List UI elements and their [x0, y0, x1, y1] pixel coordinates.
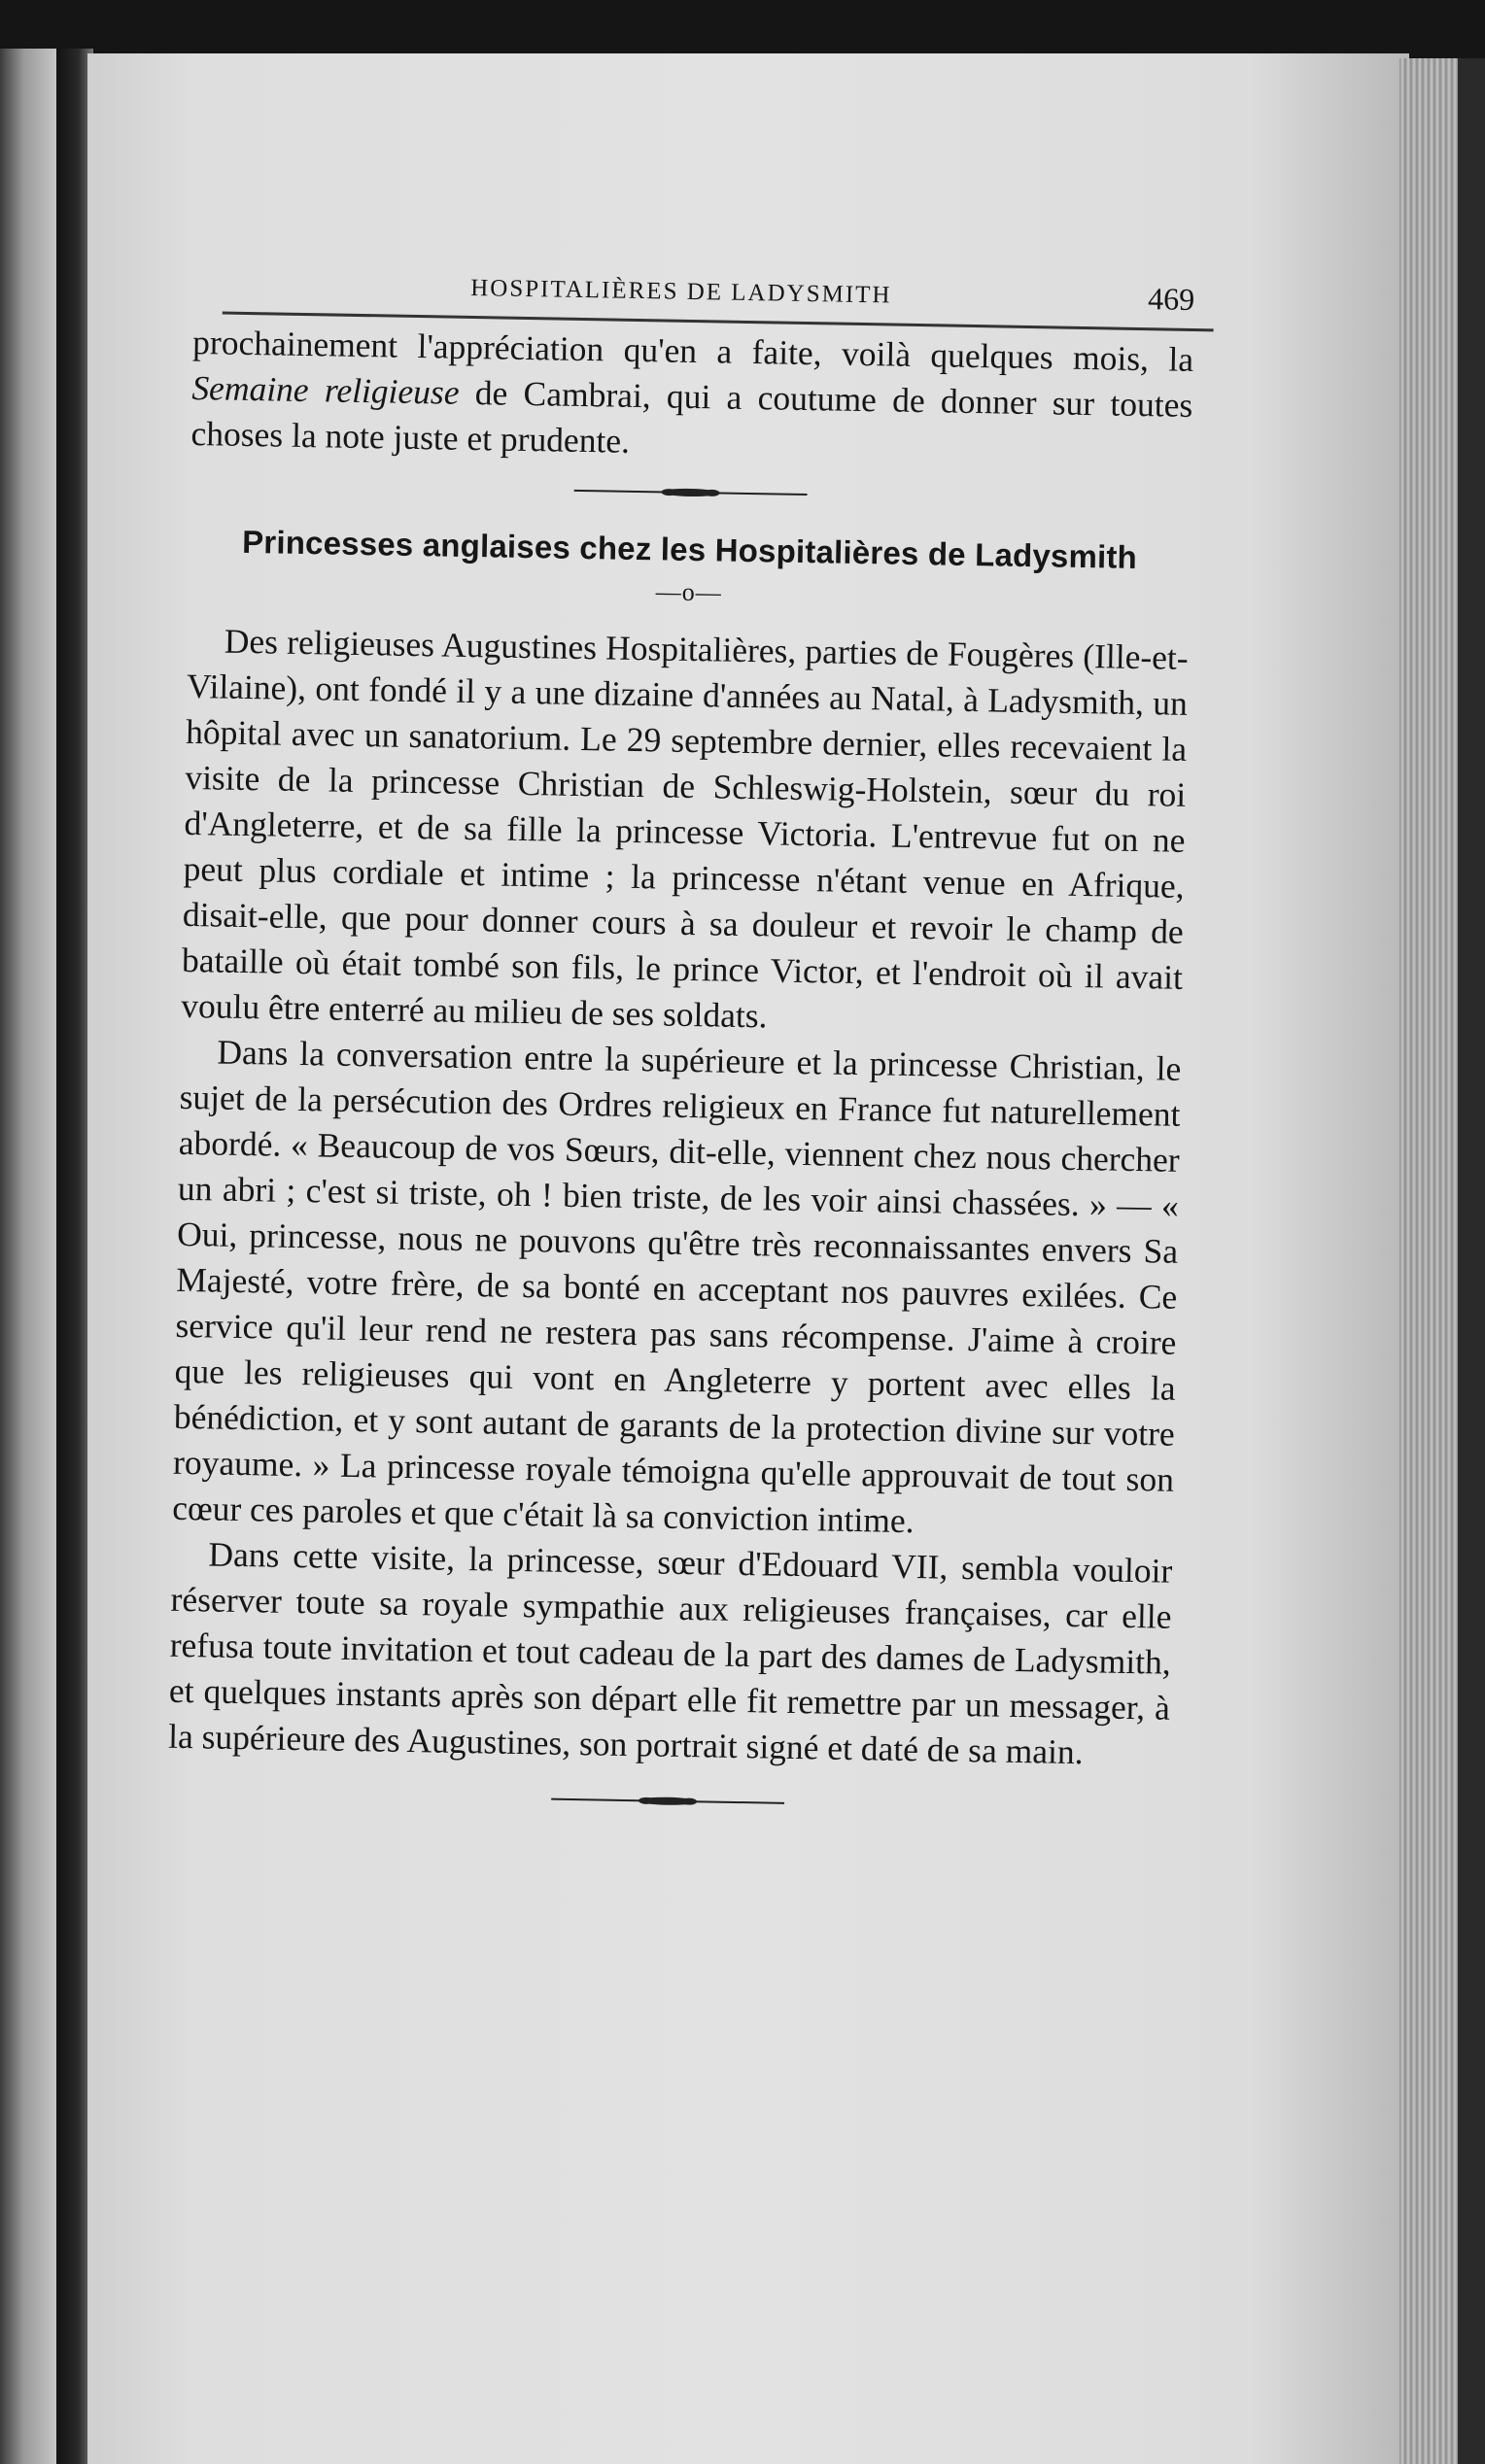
- page-text-block: [167, 243, 1195, 1828]
- intro-paragraph: [190, 320, 1193, 474]
- body-paragraphs: [168, 618, 1189, 1777]
- scan-right-border: [1458, 58, 1485, 2464]
- section-divider: —o—: [655, 577, 723, 607]
- paragraph-conversation: Dans la conversation entre la supérieure et la princesse Christian, le sujet de la persécution des Ordres religieux en France fut naturellement abordé. « Beaucoup de vos Sœurs, dit-elle, viennent chez nous chercher un abri ; c'est si triste, oh ! bien triste, de les voir ainsi chassées. » — « Oui, princesse, nous ne pouvons qu'être très reconnaissantes envers Sa Majesté, votre frère, de sa bonté en acceptant nos pauvres exilées. Ce service qu'il leur rend ne restera pas sans récompense. J'aime à croire que les religieuses qui vont en Angleterre y portent avec elles la bénédiction, et y sont autant de garants de la protection divine sur votre royaume. » La princesse royale témoigna qu'elle approuvait de tout son cœur ces paroles et que c'était là sa conviction intime.: [171, 1032, 1182, 1541]
- intro-text-end: de Cambrai, qui a coutume de donner sur toutes choses la note juste et prudente.: [190, 373, 1193, 461]
- intro-text-start: prochainement l'appréciation qu'en a faite, voilà quelques mois, la: [191, 322, 1194, 379]
- ornament-rule-icon: [573, 481, 807, 504]
- running-title: HOSPITALIÈRES DE LADYSMITH: [469, 274, 892, 309]
- intro-italic-title: Semaine religieuse: [191, 367, 460, 412]
- paragraph-portrait: Dans cette visite, la princesse, sœur d'Edouard VII, sembla vouloir réserver toute sa royale sympathie aux religieuses françaises, car elle refusa toute invitation et tout cadeau de la part des dames de Ladysmith, et quelques instants après son départ elle fit remettre par un messager, à la supérieure des Augustines, son portrait signé et daté de sa main.: [167, 1534, 1173, 1772]
- section-heading: Princesses anglaises chez les Hospitalières de Ladysmith: [241, 523, 1138, 575]
- paragraph-visit: Des religieuses Augustines Hospitalières, parties de Fougères (Ille-et-Vilaine), ont fondé il y a une dizaine d'années au Natal, à Ladysmith, un hôpital avec un sanatorium. Le 29 septembre dernier, elles recevaient la visite de la princesse Christian de Schleswig-Holstein, sœur du roi d'Angleterre, et de sa fille la princesse Victoria. L'entrevue fut on ne peut plus cordiale et intime ; la princesse n'étant venue en Afrique, disait-elle, que pour donner cours à sa douleur et revoir le champ de bataille où était tombé son fils, le prince Victor, et l'endroit où il avait voulu être enterré au milieu de ses soldats.: [180, 621, 1190, 1036]
- ornament-rule-icon-bottom: [551, 1790, 784, 1813]
- page-number: 469: [1147, 281, 1195, 317]
- ornament-divider-top: [190, 466, 1191, 519]
